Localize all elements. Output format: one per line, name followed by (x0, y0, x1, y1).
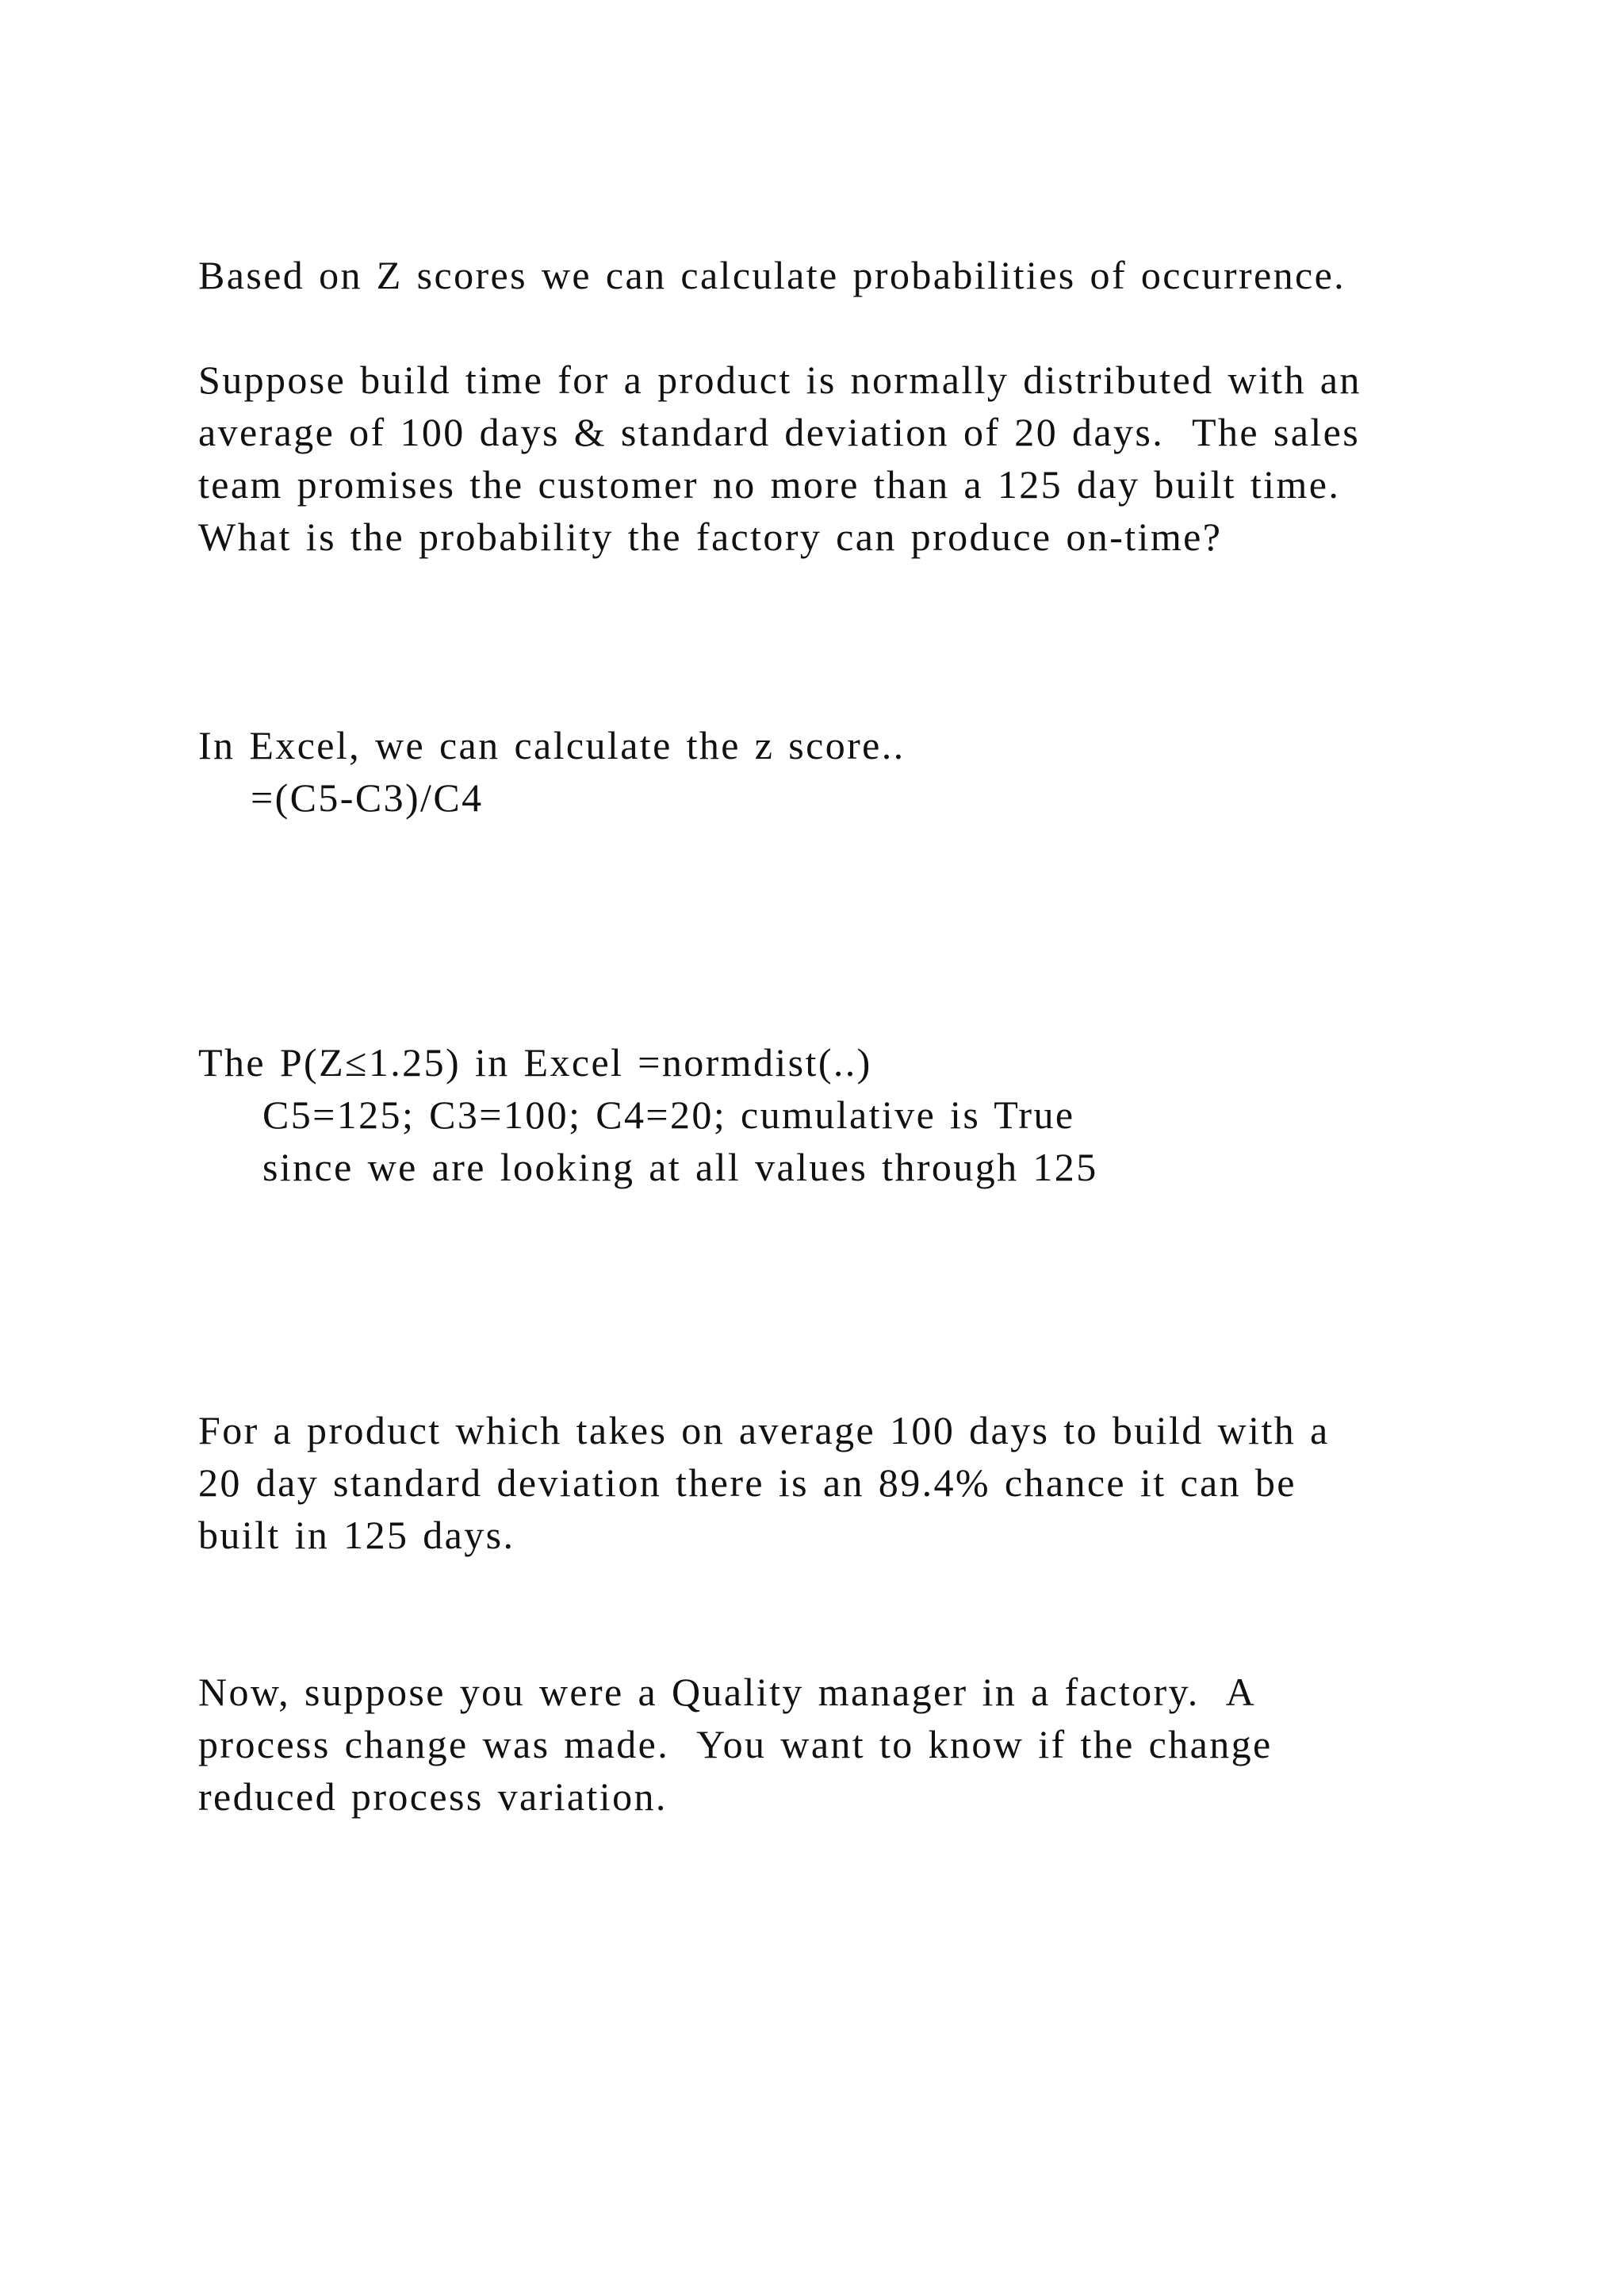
result-line-2: 20 day standard deviation there is an 89.4% chance it can be (198, 1460, 1297, 1505)
quality-line-1: Now, suppose you were a Quality manager in a factory. A (198, 1670, 1257, 1714)
problem-line-4: What is the probability the factory can produce on-time? (198, 515, 1223, 559)
problem-line-2: average of 100 days & standard deviation of 20 days. The sales (198, 410, 1361, 454)
problem-line-3: team promises the customer no more than a 125 day built time. (198, 462, 1341, 507)
intro-line: Based on Z scores we can calculate probabilities of occurrence. (198, 253, 1346, 297)
excel-zscore-line: In Excel, we can calculate the z score.. (198, 723, 906, 767)
problem-line-1: Suppose build time for a product is normally distributed with an (198, 358, 1362, 402)
quality-line-2: process change was made. You want to know if the change (198, 1722, 1273, 1766)
normdist-args-line: C5=125; C3=100; C4=20; cumulative is True (262, 1093, 1075, 1137)
result-line-3: built in 125 days. (198, 1513, 515, 1557)
result-line-1: For a product which takes on average 100 days to build with a (198, 1408, 1330, 1452)
quality-line-3: reduced process variation. (198, 1774, 668, 1819)
normdist-line: The P(Z≤1.25) in Excel =normdist(..) (198, 1040, 872, 1085)
zscore-formula-line: =(C5-C3)/C4 (251, 775, 484, 820)
normdist-note-line: since we are looking at all values through 125 (262, 1145, 1098, 1189)
